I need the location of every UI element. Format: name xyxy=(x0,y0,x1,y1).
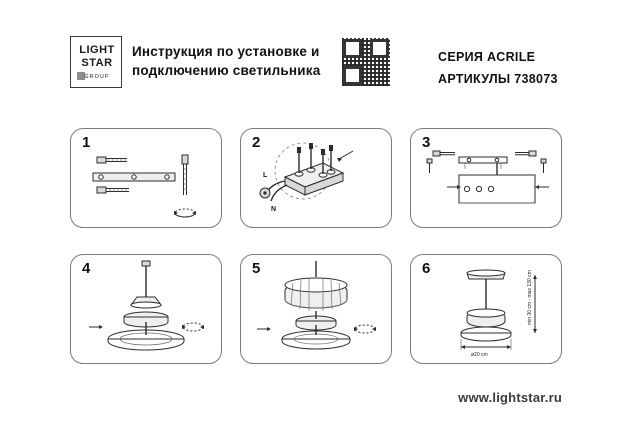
step-number-5: 5 xyxy=(252,260,261,277)
qr-corner-bottom-left xyxy=(343,66,362,85)
assembly-arrow-right xyxy=(535,185,549,189)
rotation-arrow-icon xyxy=(354,325,376,333)
series-label: СЕРИЯ ACRILE xyxy=(438,50,536,64)
insert-arrow-left xyxy=(89,325,103,329)
screw-icon-right xyxy=(515,151,536,156)
step-number-6: 6 xyxy=(422,260,431,277)
step-6-illustration xyxy=(411,255,561,363)
insert-arrow-left xyxy=(257,327,271,331)
logo-line-2: STAR xyxy=(81,57,113,69)
lamp-shade xyxy=(467,309,505,327)
step-card-4 xyxy=(70,254,222,364)
bottom-disc xyxy=(461,327,511,341)
lamp-shade xyxy=(285,278,347,311)
step-4-illustration xyxy=(71,255,221,363)
title-line-1: Инструкция по установке и xyxy=(132,44,320,59)
product-info xyxy=(438,46,608,90)
step-number-3: 3 xyxy=(422,134,431,151)
logo-subtitle: GROUP xyxy=(84,74,110,80)
step-3-illustration xyxy=(411,129,561,227)
lamp-head xyxy=(131,297,161,308)
mounting-bracket-outline xyxy=(459,157,507,169)
screw-icon-bottom-left xyxy=(97,187,129,193)
terminal-block xyxy=(285,163,343,195)
step-1-illustration xyxy=(71,129,221,227)
supply-cable xyxy=(260,181,287,201)
step-number-1: 1 xyxy=(82,134,91,151)
screw-icon-vertical-right xyxy=(182,155,188,195)
article-label: АРТИКУЛЫ 738073 xyxy=(438,72,558,86)
header xyxy=(70,36,560,98)
rotation-arrow-icon xyxy=(174,209,196,217)
qr-code-icon xyxy=(342,38,390,86)
brand-logo xyxy=(70,36,122,88)
step-card-2 xyxy=(240,128,392,228)
footer-website[interactable]: www.lightstar.ru xyxy=(458,390,562,405)
step-5-illustration xyxy=(241,255,391,363)
label-neutral: N xyxy=(271,206,277,213)
rotation-arrow-icon xyxy=(182,323,204,331)
step-number-4: 4 xyxy=(82,260,91,277)
step-card-3 xyxy=(410,128,562,228)
canopy-fixing-screws xyxy=(427,159,546,173)
step-card-5 xyxy=(240,254,392,364)
height-dimension xyxy=(527,270,537,333)
step-card-1 xyxy=(70,128,222,228)
height-label: min 30 cm - max 130 cm xyxy=(527,270,533,325)
step-card-6 xyxy=(410,254,562,364)
canopy-body xyxy=(459,175,535,203)
diameter-dimension xyxy=(461,339,511,358)
title-line-2: подключению светильника xyxy=(132,63,321,78)
screw-icon-top-left xyxy=(97,157,127,163)
label-live: L xyxy=(263,172,268,179)
screw-icon-left xyxy=(433,151,455,156)
step-2-illustration xyxy=(241,129,391,227)
step-number-2: 2 xyxy=(252,134,261,151)
mounting-bracket-bar xyxy=(93,173,175,181)
logo-line-1: LIGHT xyxy=(79,44,115,56)
ceiling-canopy xyxy=(467,270,505,279)
diameter-label: ø20 cm xyxy=(471,352,488,358)
